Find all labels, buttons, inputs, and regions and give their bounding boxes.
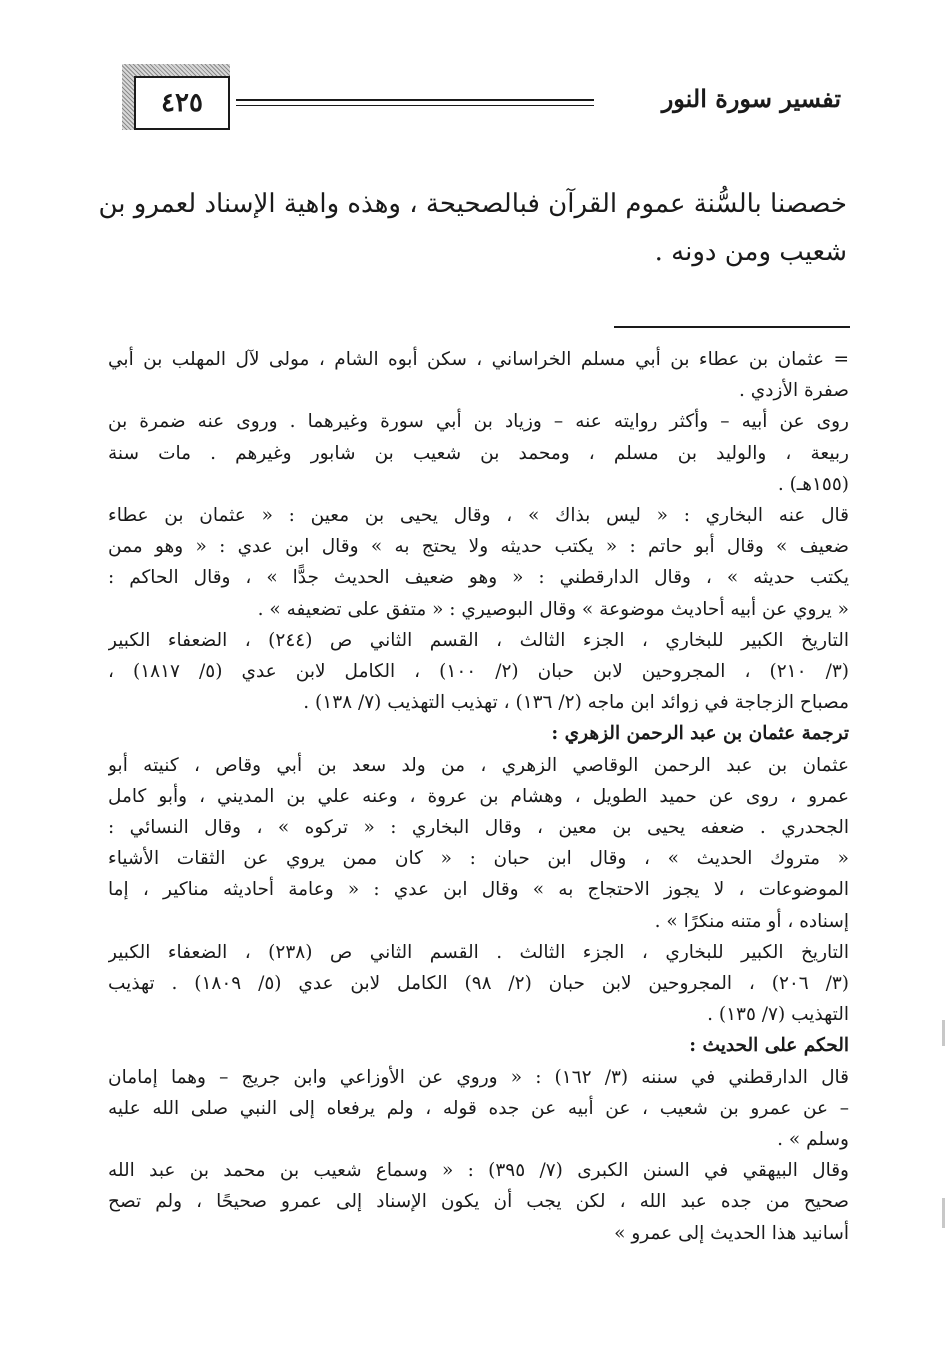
footnote-line: يكتب حديثه » ، وقال الدارقطني : « وهو ضعيف الحديث جدًّا » ، وقال الحاكم :	[108, 567, 849, 589]
footnote-line: = عثمان بن عطاء بن أبي مسلم الخراساني ، سكن أبوه الشام ، مولى لآل المهلب بن أبي	[108, 349, 849, 370]
footnote-line: ربيعة ، والوليد بن مسلم ، ومحمد بن شعيب بن شابور وغيرهم . مات سنة	[108, 442, 849, 464]
footnote-line: صحيح من جده عبد الله ، لكن يجب أن يكون الإسناد إلى عمرو صحيحًا ، ولم تصح	[108, 1191, 849, 1213]
footnote-line: (٣/ ٢١٠) ، المجروحين لابن حبان (٢/ ١٠٠) ، الكامل لابن عدي (٥/ ١٨١٧) ،	[108, 661, 849, 683]
footnote-line: – عن عمرو بن شعيب ، عن أبيه عن جده قوله ، ولم يرفعاه إلى النبي صلى الله عليه	[108, 1097, 849, 1119]
footnote-line: عمرو ، روى عن حميد الطويل ، وهشام بن عروة ، وعنه علي بن المديني ، وأبو كامل	[108, 785, 849, 807]
footnote-line: وقال البيهقي في السنن الكبرى (٧/ ٣٩٥) : « وسماع شعيب بن محمد بن عبد الله	[108, 1160, 849, 1182]
footnote-line: « يروي عن أبيه أحاديث موضوعة » وقال البوصيري : « متفق على تضعيفه » .	[257, 598, 849, 620]
footnotes	[108, 344, 849, 1249]
footnote-line: قال عنه البخاري : « ليس بذاك » ، وقال يحيى بن معين : « عثمان بن عطاء	[108, 505, 849, 527]
main-line: خصصنا بالسُّنة عموم القرآن فبالصحيحة ، وهذه واهية الإسناد لعمرو بن	[98, 189, 847, 219]
footnote-heading: الحكم على الحديث :	[689, 1035, 849, 1057]
footnote-line: الموضوعات ، لا يجوز الاحتجاج به » وقال ابن عدي : « وعامة أحاديثه مناكير ، إما	[108, 879, 849, 901]
footnote-line: (٣/ ٢٠٦) ، المجروحين لابن حبان (٢/ ٩٨) الكامل لابن عدي (٥/ ١٨٠٩) . تهذيب	[108, 973, 849, 995]
footnote-separator	[614, 326, 850, 328]
footnote-heading: ترجمة عثمان بن عبد الرحمن الزهري :	[551, 723, 849, 745]
margin-mark	[942, 1198, 945, 1228]
page-number: ٤٢٥	[134, 76, 230, 130]
footnote-line: الجحدري . ضعفه يحيى بن معين ، وقال البخاري : « تركوه » ، وقال النسائي :	[108, 817, 849, 839]
footnote-line: التاريخ الكبير للبخاري ، الجزء الثالث ، القسم الثاني ص (٢٤٤) ، الضعفاء الكبير	[108, 629, 849, 651]
footnote-line: (١٥٥هـ) .	[777, 473, 849, 495]
footnote-line: وسلم » .	[777, 1129, 849, 1151]
footnote-line: صفرة الأزدي .	[739, 380, 849, 402]
footnote-line: « متروك الحديث » ، وقال ابن حبان : « كان ممن يروي عن الثقات الأشياء	[108, 848, 849, 870]
main-line: شعيب ومن دونه .	[654, 237, 847, 267]
header-rule	[236, 99, 594, 106]
footnote-line: التاريخ الكبير للبخاري ، الجزء الثالث . القسم الثاني ص (٢٣٨) ، الضعفاء الكبير	[108, 941, 849, 963]
margin-mark	[942, 1020, 945, 1046]
main-text	[98, 180, 847, 276]
footnote-line: عثمان بن عبد الرحمن الوقاصي الزهري ، من ولد سعد بن أبي وقاص ، كنيته أبو	[108, 754, 849, 776]
footnote-line: أسانيد هذا الحديث إلى عمرو »	[614, 1222, 849, 1244]
footnote-line: التهذيب (٧/ ١٣٥) .	[707, 1004, 849, 1026]
footnote-line: إسناده ، أو متنه منكرًا » .	[654, 910, 849, 932]
footnote-line: روى عن أبيه – وأكثر روايته عنه – وزياد بن أبي سورة وغيرهما . وروى عنه ضمرة بن	[108, 411, 849, 433]
footnote-line: مصباح الزجاجة في زوائد ابن ماجه (٢/ ١٣٦) ، تهذيب التهذيب (٧/ ١٣٨) .	[303, 692, 849, 714]
footnote-line: قال الدارقطني في سننه (٣/ ١٦٢) : « وروي عن الأوزاعي وابن جريج – وهما إمامان	[108, 1066, 849, 1088]
running-title: تفسير سورة النور	[661, 84, 841, 113]
footnote-line: ضعيف » وقال أبو حاتم : « يكتب حديثه ولا يحتج به » وقال ابن عدي : « وهو ممن	[108, 536, 849, 558]
